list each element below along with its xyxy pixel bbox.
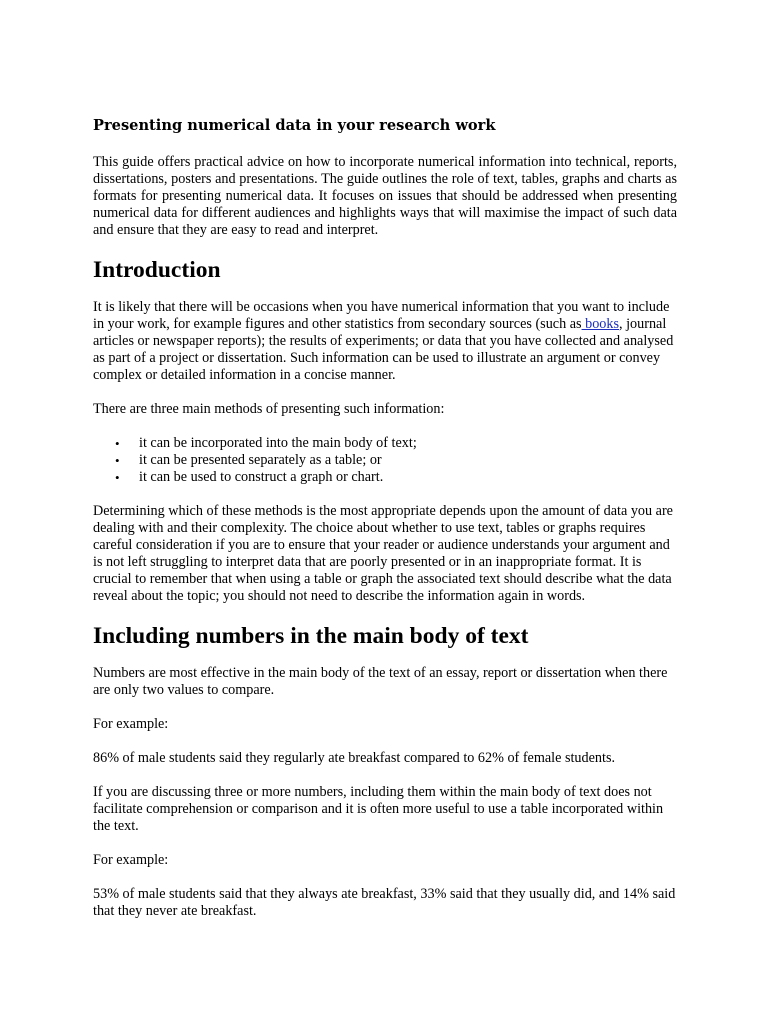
- list-item: [93, 452, 677, 469]
- list-item: [93, 435, 677, 452]
- document-page: [93, 115, 677, 937]
- introduction-paragraph-3: Determining which of these methods is the most appropriate depends upon the amount of data you are dealing with and their complexity. The choice about whether to use text, tables or graphs requires careful consideration if you are to ensure that your reader or audience understands your argument and is not left struggling to interpret data that are poorly presented or in an inappropriate format. It is crucial to remember that when using a table or graph the associated text should describe what the data reveal about the topic; you should not need to describe the information again in words.: [93, 503, 673, 604]
- bullet-icon: •: [115, 453, 120, 468]
- introduction-paragraph-1-end: , journal articles or newspaper reports); the results of experiments; or data that you have collected and analysed as part of a project or dissertation. Such information can be used to illustrate an argument or convey complex or detailed information in a concise manner.: [93, 316, 674, 383]
- books-link[interactable]: books: [581, 316, 619, 332]
- document-title: Presenting numerical data in your research work: [93, 117, 496, 134]
- bullet-icon: •: [115, 436, 120, 451]
- including-numbers-paragraph-1: Numbers are most effective in the main body of the text of an essay, report or dissertation when there are only two values to compare.: [93, 665, 668, 698]
- bullet-icon: •: [115, 470, 120, 485]
- for-example-label-2: For example:: [93, 852, 169, 868]
- example-2: 53% of male students said that they always ate breakfast, 33% said that they usually did, and 14% said that they never ate breakfast.: [93, 886, 676, 919]
- introduction-paragraph-1-start: It is likely that there will be occasions when you have numerical information that you want to include in your work, for example figures and other statistics from secondary sources (such as: [93, 299, 670, 332]
- introduction-paragraph-1: [93, 299, 677, 384]
- list-item-text: it can be used to construct a graph or chart.: [139, 469, 384, 485]
- including-numbers-heading: Including numbers in the main body of text: [93, 623, 529, 649]
- for-example-label-1: For example:: [93, 716, 169, 732]
- intro-paragraph: This guide offers practical advice on how to incorporate numerical information into technical, reports, dissertations, posters and presentations. The guide outlines the role of text, tables, graphs and charts as formats for presenting numerical data. It focuses on issues that should be addressed when presenting numerical data for different audiences and highlights ways that will maximise the impact of such data and ensure that they are easy to read and interpret.: [93, 154, 677, 238]
- methods-list: [93, 435, 677, 486]
- list-item: [93, 469, 677, 486]
- list-item-text: it can be incorporated into the main body of text;: [139, 435, 417, 451]
- including-numbers-paragraph-2: If you are discussing three or more numbers, including them within the main body of text does not facilitate comprehension or comparison and it is often more useful to use a table incorporated within the text.: [93, 784, 664, 834]
- example-1: 86% of male students said they regularly ate breakfast compared to 62% of female students.: [93, 750, 616, 766]
- introduction-paragraph-2: There are three main methods of presenting such information:: [93, 401, 445, 417]
- introduction-heading: Introduction: [93, 257, 221, 283]
- list-item-text: it can be presented separately as a table; or: [139, 452, 382, 468]
